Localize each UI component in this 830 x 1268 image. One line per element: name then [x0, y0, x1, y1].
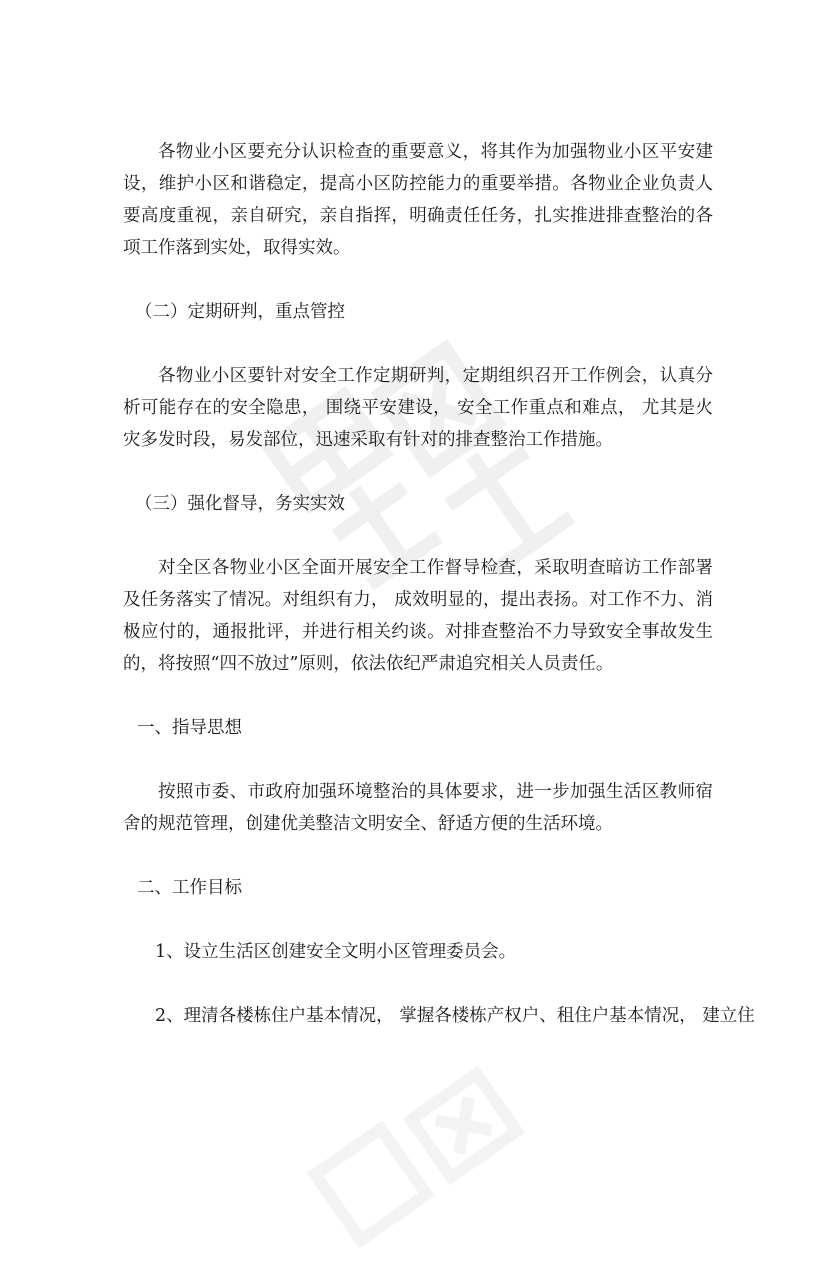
section-title-guiding-ideology: 一、指导思想 — [137, 718, 242, 738]
list-item-goal-2: 2、理清各楼栋住户基本情况， 掌握各楼栋产权户、租住户基本情况， 建立住 — [155, 1006, 755, 1026]
paragraph-review: 各物业小区要针对安全工作定期研判，定期组织召开工作例会，认真分析可能存在的安全隐患， 围绕平安建设， 安全工作重点和难点， 尤其是火灾多发时段，易发部位，迅速采取有针对的排查整治工作措施。 — [123, 366, 713, 450]
section-title-work-goals: 二、工作目标 — [137, 878, 242, 898]
heading-regular-review: （二）定期研判，重点管控 — [135, 302, 345, 322]
list-item-goal-1: 1、设立生活区创建安全文明小区管理委员会。 — [155, 942, 517, 962]
document-body — [123, 136, 755, 1032]
watermark-partial-icon — [287, 1032, 552, 1268]
heading-supervision: （三）强化督导，务实实效 — [135, 494, 345, 514]
paragraph-guiding-ideology: 按照市委、市政府加强环境整治的具体要求，进一步加强生活区教师宿舍的规范管理，创建优美整洁文明安全、舒适方便的生活环境。 — [123, 782, 713, 834]
paragraph-supervision: 对全区各物业小区全面开展安全工作督导检查，采取明查暗访工作部署及任务落实了情况。对组织有力， 成效明显的，提出表扬。对工作不力、消极应付的，通报批评，并进行相关约谈。对排查整治不力导致安全事故发生的，将按照“四不放过”原则，依法依纪严肃追究相关人员责任。 — [123, 558, 713, 674]
paragraph-importance: 各物业小区要充分认识检查的重要意义，将其作为加强物业小区平安建设，维护小区和谐稳定，提高小区防控能力的重要举措。各物业企业负责人要高度重视，亲自研究，亲自指挥，明确责任任务，扎实推进排查整治的各项工作落到实处，取得实效。 — [123, 142, 713, 258]
